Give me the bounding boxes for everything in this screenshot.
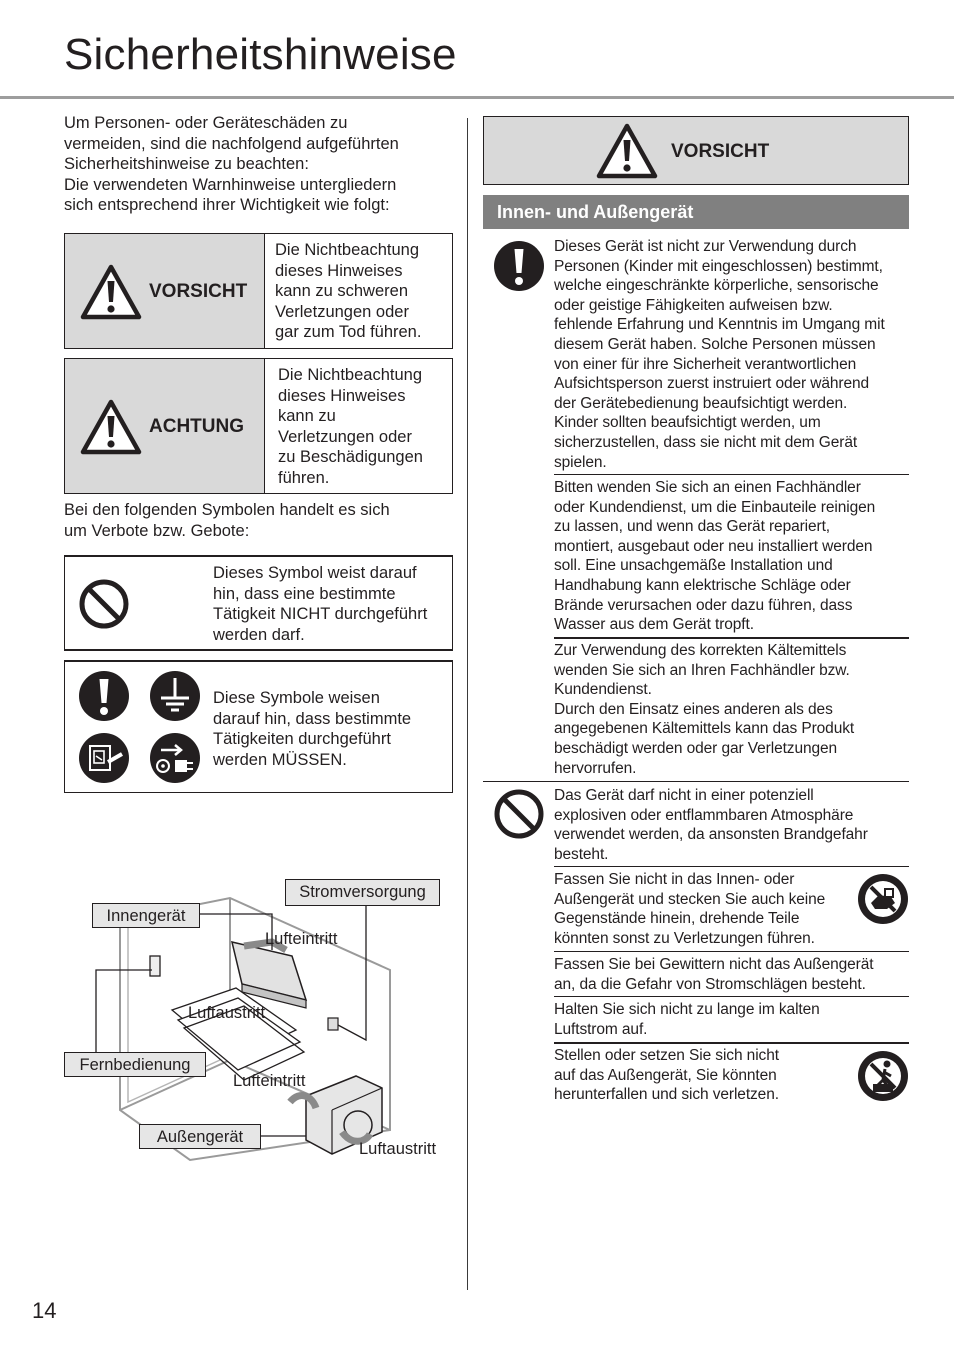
text-line: herunterfallen und sich verletzen. xyxy=(554,1086,779,1104)
achtung-label-cell xyxy=(65,359,265,493)
text-line: besteht. xyxy=(554,845,609,863)
text-line: Zur Verwendung des korrekten Kältemittels xyxy=(554,642,847,659)
text-line: montiert, ausgebaut oder neu installiert werden xyxy=(554,537,873,555)
text-line: an, da die Gefahr von Stromschlägen besteht. xyxy=(554,975,866,993)
text-line: Verletzungen oder xyxy=(278,427,412,446)
diagram-label-stromversorgung: Stromversorgung xyxy=(285,879,440,906)
text-line: Wasser aus dem Gerät tropft. xyxy=(554,616,754,634)
intro-paragraph xyxy=(64,113,454,216)
text-line: Bei den folgenden Symbolen handelt es sich xyxy=(64,501,390,519)
vorsicht-label: VORSICHT xyxy=(149,281,248,302)
prohibit-box xyxy=(64,555,453,651)
text-line: Diese Symbole weisen xyxy=(213,689,380,707)
warning-triangle-icon xyxy=(80,264,142,320)
separator xyxy=(483,781,909,782)
text-line: darauf hin, dass bestimmte xyxy=(213,709,412,728)
safety-note xyxy=(554,641,914,778)
text-line: Stellen oder setzen Sie sich nicht xyxy=(554,1047,779,1064)
ground-mandatory-icon xyxy=(149,670,201,722)
safety-note xyxy=(554,478,914,635)
text-line: Durch den Einsatz eines anderen als des xyxy=(554,700,833,718)
text-line: hin, dass eine bestimmte xyxy=(213,584,396,603)
text-line: verwendet werden, da ansonsten Brandgefahr xyxy=(554,826,868,844)
separator xyxy=(554,474,909,475)
vorsicht-box xyxy=(64,233,453,349)
text-line: auf das Außengerät, Sie könnten xyxy=(554,1066,777,1084)
text-line: oder Kundendienst, um die Einbauteile reinigen xyxy=(554,498,876,516)
prohibition-icon xyxy=(493,788,545,840)
text-line: Das Gerät darf nicht in einer potenziell xyxy=(554,787,814,804)
installation-diagram xyxy=(60,870,460,1170)
title-rule xyxy=(0,96,954,99)
text-line: kann zu schweren xyxy=(275,282,408,300)
achtung-label: ACHTUNG xyxy=(149,416,244,437)
safety-note xyxy=(554,1000,914,1039)
text-line: spielen. xyxy=(554,453,607,471)
text-line: von einer für ihre Sicherheit verantwortlichen xyxy=(554,355,857,373)
text-line: um Verbote bzw. Gebote: xyxy=(64,521,250,540)
text-line: kann zu xyxy=(278,407,336,425)
intro-line: sich entsprechend ihrer Wichtigkeit wie folgt: xyxy=(64,196,390,214)
disconnect-plug-mandatory-icon xyxy=(149,732,201,784)
diagram-label-aussengeraet: Außengerät xyxy=(139,1124,261,1149)
text-line: oder geistige Fähigkeiten aufweisen bzw. xyxy=(554,296,833,314)
warning-triangle-icon xyxy=(80,399,142,455)
text-line: Gegenstände hinein, drehende Teile xyxy=(554,910,800,928)
text-line: diesem Gerät haben. Solche Personen müssen xyxy=(554,335,876,353)
separator xyxy=(554,996,909,997)
text-line: Fassen Sie bei Gewittern nicht das Außengerät xyxy=(554,956,874,973)
text-line: zu lassen, und wenn das Gerät repariert, xyxy=(554,518,831,536)
text-line: Bitten wenden Sie sich an einen Fachhändler xyxy=(554,479,861,496)
text-line: Handhabung kann elektrische Schläge oder xyxy=(554,576,851,594)
caution-label: VORSICHT xyxy=(671,141,770,162)
page-number: 14 xyxy=(32,1298,57,1323)
safety-note xyxy=(554,870,854,948)
text-line: Verletzungen oder xyxy=(275,302,409,321)
text-line: Außengerät und stecken Sie auch keine xyxy=(554,890,826,908)
intro-line: vermeiden, sind die nachfolgend aufgeführten xyxy=(64,134,399,153)
separator xyxy=(554,1042,909,1044)
section-header: Innen- und Außengerät xyxy=(483,195,909,229)
text-line: Halten Sie sich nicht zu lange im kalten xyxy=(554,1001,820,1018)
text-line: Kinder sollten beaufsichtigt werden, um xyxy=(554,414,821,432)
safety-note xyxy=(554,955,914,994)
text-line: Personen (Kinder mit eingeschlossen) bestimmt, xyxy=(554,257,883,275)
text-line: zu Beschädigungen xyxy=(278,448,423,466)
vorsicht-label-cell xyxy=(65,234,265,348)
intro-line: Die verwendeten Warnhinweise untergliedern xyxy=(64,175,397,194)
exclamation-mandatory-icon xyxy=(78,670,130,722)
text-line: Tätigkeiten durchgeführt xyxy=(213,730,391,748)
text-line: Luftstrom auf. xyxy=(554,1020,648,1038)
prohibition-icon xyxy=(78,578,130,630)
safety-note xyxy=(554,237,914,472)
separator xyxy=(554,637,909,639)
text-line: Dieses Gerät ist nicht zur Verwendung durch xyxy=(554,238,857,255)
page-title: Sicherheitshinweise xyxy=(64,30,457,79)
unplug-mandatory-icon xyxy=(78,732,130,784)
text-line: explosiven oder entflammbaren Atmosphäre xyxy=(554,806,854,824)
no-climbing-icon xyxy=(857,1050,909,1102)
diagram-label-luftaustritt: Luftaustritt xyxy=(188,1004,266,1022)
achtung-box xyxy=(64,358,453,494)
text-line: der Gerätebedienung beaufsichtigt werden. xyxy=(554,394,848,412)
text-line: werden darf. xyxy=(213,625,305,644)
text-line: Die Nichtbeachtung xyxy=(278,366,423,384)
diagram-label-lufteintritt: Lufteintritt xyxy=(265,930,338,948)
text-line: sicherzustellen, dass sie nicht mit dem Gerät xyxy=(554,433,858,451)
text-line: wenden Sie sich an Ihren Fachhändler bzw. xyxy=(554,661,850,679)
text-line: Die Nichtbeachtung xyxy=(275,241,420,259)
intro-line: Um Personen- oder Geräteschäden zu xyxy=(64,114,348,132)
text-line: angegebenen Kältemittels kann das Produkt xyxy=(554,720,855,738)
text-line: hervorrufen. xyxy=(554,759,637,777)
no-touching-icon xyxy=(857,873,909,925)
achtung-description xyxy=(278,365,452,488)
mandatory-box xyxy=(64,660,453,793)
text-line: dieses Hinweises xyxy=(275,261,403,280)
separator xyxy=(554,866,909,867)
diagram-label-lufteintritt: Lufteintritt xyxy=(233,1072,306,1090)
text-line: welche eingeschränkte körperliche, sensorische xyxy=(554,277,879,295)
prohibit-description xyxy=(213,563,453,645)
text-line: Fassen Sie nicht in das Innen- oder xyxy=(554,871,795,888)
text-line: beschädigt werden oder gar Verletzungen xyxy=(554,739,838,757)
text-line: Brände verursachen oder dazu führen, dass xyxy=(554,596,853,614)
text-line: Kundendienst. xyxy=(554,681,652,699)
diagram-label-luftaustritt: Luftaustritt xyxy=(359,1140,437,1158)
text-line: werden MÜSSEN. xyxy=(213,750,347,769)
exclamation-mandatory-icon xyxy=(493,240,545,292)
safety-note xyxy=(554,786,914,864)
intro-line: Sicherheitshinweise zu beachten: xyxy=(64,155,309,173)
text-line: gar zum Tod führen. xyxy=(275,323,422,341)
text-line: Dieses Symbol weist darauf xyxy=(213,564,417,582)
separator xyxy=(554,951,909,952)
diagram-label-fernbedienung: Fernbedienung xyxy=(64,1052,206,1077)
text-line: könnten sonst zu Verletzungen führen. xyxy=(554,929,815,947)
safety-note xyxy=(554,1046,854,1105)
text-line: fehlende Erfahrung und Kenntnis im Umgang mit xyxy=(554,316,885,334)
column-divider xyxy=(467,118,468,1290)
warning-triangle-icon xyxy=(596,123,658,179)
text-line: führen. xyxy=(278,468,330,487)
symbols-intro xyxy=(64,500,454,541)
vorsicht-description xyxy=(275,240,451,343)
text-line: Aufsichtsperson zuerst instruiert oder während xyxy=(554,375,870,393)
text-line: soll. Eine unsachgemäße Installation und xyxy=(554,557,833,575)
diagram-label-innengeraet: Innengerät xyxy=(92,903,200,928)
mandatory-description xyxy=(213,688,449,770)
caution-header-box xyxy=(483,116,909,185)
text-line: Tätigkeit NICHT durchgeführt xyxy=(213,605,428,623)
text-line: dieses Hinweises xyxy=(278,386,406,405)
